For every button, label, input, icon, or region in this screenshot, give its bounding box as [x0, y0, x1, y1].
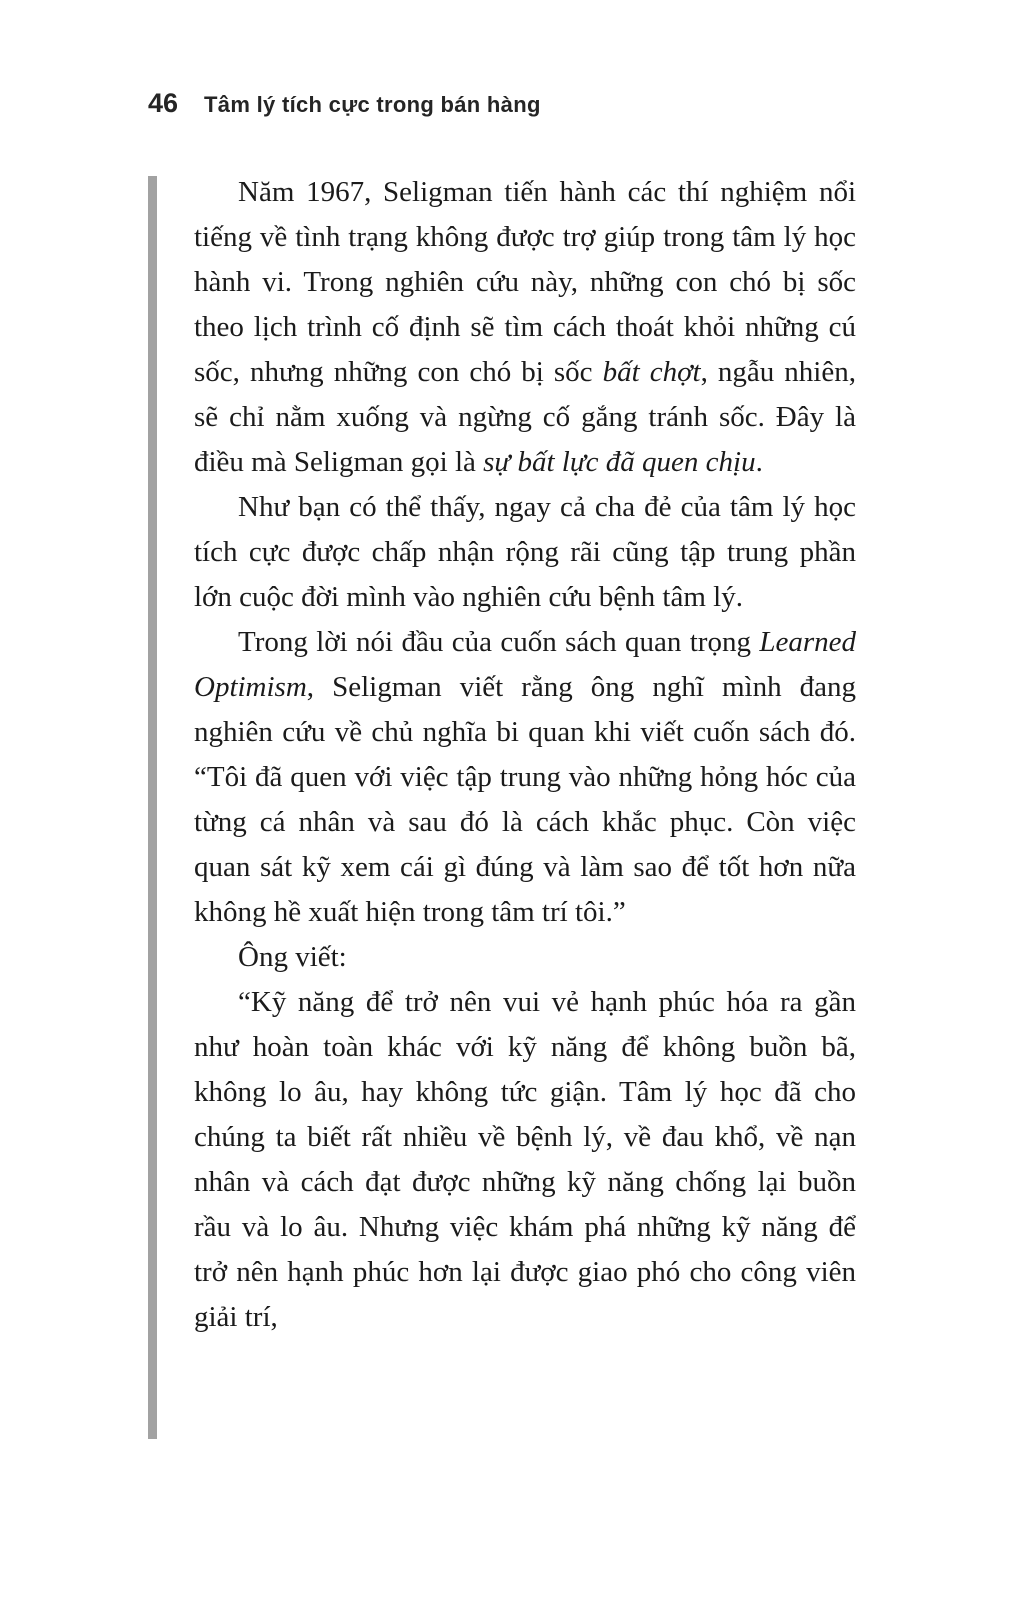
text-run: Như bạn có thể thấy, ngay cả cha đẻ của tâm lý học tích cực được chấp nhận rộng rãi cũng tập trung phần lớn cuộc đời mình vào nghiên cứu bệnh tâm lý. — [194, 491, 856, 613]
paragraph — [194, 170, 856, 485]
page-header — [148, 88, 541, 119]
text-run: Ông viết: — [238, 941, 347, 973]
page-number: 46 — [148, 88, 179, 118]
paragraph — [194, 485, 856, 620]
italic-text-run: bất chợt — [602, 356, 701, 388]
body-text — [194, 170, 856, 1340]
text-run: Năm 1967, Seligman tiến hành các thí nghiệm nổi tiếng về tình trạng không được trợ giúp trong tâm lý học hành vi. Trong nghiên cứu này, những con chó bị sốc theo lịch trình cố định sẽ tìm cách thoát khỏi những cú sốc, nhưng những con chó bị sốc — [194, 176, 856, 388]
italic-text-run: Learned Optimism — [194, 626, 856, 703]
paragraph — [194, 935, 856, 980]
running-title: Tâm lý tích cực trong bán hàng — [204, 92, 541, 117]
italic-text-run: sự bất lực đã quen chịu — [483, 446, 756, 478]
text-run: , ngẫu nhiên, sẽ chỉ nằm xuống và ngừng cố gắng tránh sốc. Đây là điều mà Seligman gọi là — [194, 356, 856, 478]
text-run: , Seligman viết rằng ông nghĩ mình đang nghiên cứu về chủ nghĩa bi quan khi viết cuốn sách đó. “Tôi đã quen với việc tập trung vào những hỏng hóc của từng cá nhân và sau đó là cách khắc phục. Còn việc quan sát kỹ xem cái gì đúng và làm sao để tốt hơn nữa không hề xuất hiện trong tâm trí tôi.” — [194, 671, 856, 928]
paragraph — [194, 980, 856, 1340]
text-run: “Kỹ năng để trở nên vui vẻ hạnh phúc hóa ra gần như hoàn toàn khác với kỹ năng để không buồn bã, không lo âu, hay không tức giận. Tâm lý học đã cho chúng ta biết rất nhiều về bệnh lý, về đau khổ, về nạn nhân và cách đạt được những kỹ năng chống lại buồn rầu và lo âu. Nhưng việc khám phá những kỹ năng để trở nên hạnh phúc hơn lại được giao phó cho công viên giải trí, — [194, 986, 856, 1333]
text-run: Trong lời nói đầu của cuốn sách quan trọng — [238, 626, 760, 658]
text-run: . — [755, 446, 763, 478]
paragraph — [194, 620, 856, 935]
margin-rule-bar — [148, 176, 157, 1439]
